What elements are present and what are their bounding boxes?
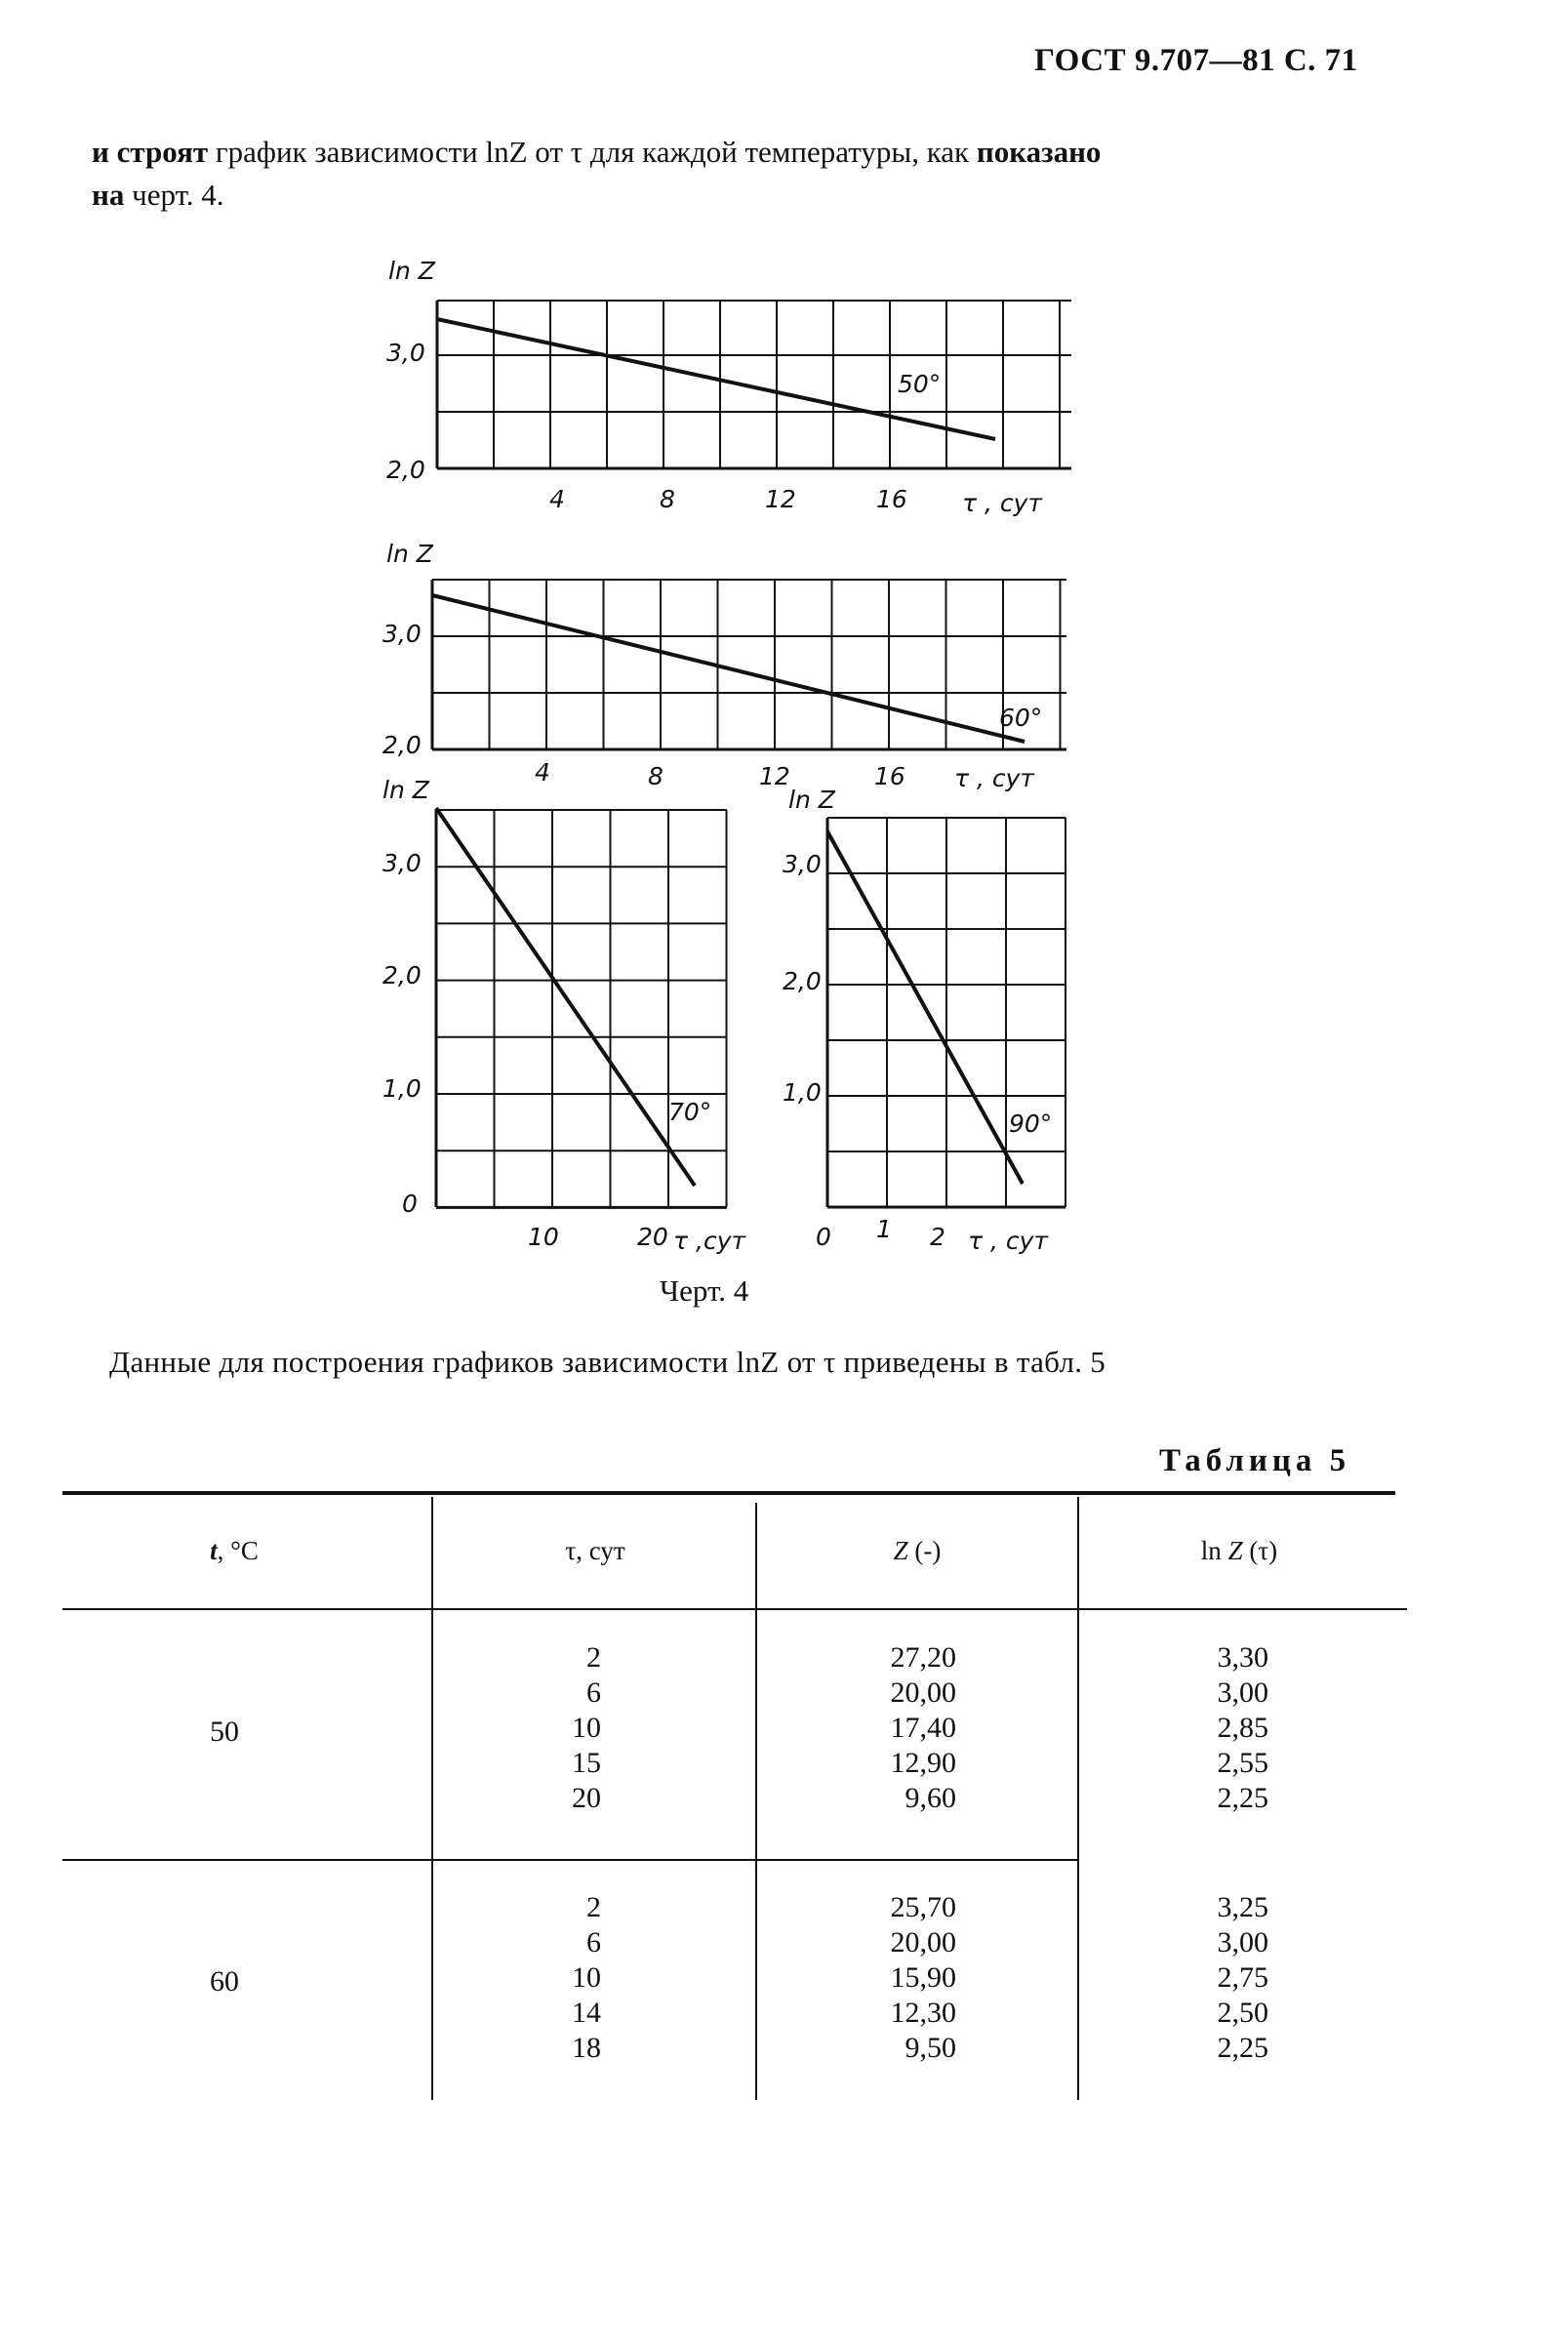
plot-70-temp: 70°	[668, 1098, 712, 1126]
plot-90-ytick-1: 2,0	[783, 967, 822, 995]
plot-70-ytick-2: 1,0	[382, 1074, 422, 1103]
cell-z: 20,00	[890, 1926, 956, 1958]
plot-60-ytick-1: 2,0	[382, 731, 422, 759]
cell-lnz: 2,25	[1217, 2032, 1268, 2064]
plot-90-ytick-2: 1,0	[783, 1078, 822, 1107]
plot-50-xtick-2: 12	[765, 485, 796, 513]
plot-50-xtick-3: 16	[876, 485, 907, 513]
cell-tau: 14	[572, 1997, 601, 2029]
table-lead-text: Данные для построения графиков зависимости lnZ от τ приведены в табл. 5	[109, 1345, 1106, 1379]
cell-z: 15,90	[890, 1961, 956, 1994]
cell-lnz: 3,30	[1217, 1641, 1268, 1674]
plot-50-ytick-1: 2,0	[386, 456, 425, 484]
group-50-z	[839, 1640, 956, 1816]
cell-tau: 18	[572, 2032, 601, 2064]
table-col-divider-1	[431, 1497, 433, 2100]
table-group-rule	[62, 1859, 1077, 1861]
plot-70-xtick-1: 20	[637, 1223, 668, 1251]
cell-lnz: 2,85	[1217, 1712, 1268, 1744]
plot-60-temp: 60°	[999, 704, 1043, 732]
plot-90-xtick-1: 1	[876, 1215, 892, 1243]
header-z: Z (-)	[893, 1536, 942, 1565]
group-60-temp: 60	[210, 1965, 239, 1998]
table-header-rule	[62, 1608, 1407, 1610]
plot-60-xlabel: τ , сут	[954, 764, 1034, 792]
table-title: Таблица 5	[1159, 1443, 1351, 1478]
cell-lnz: 2,55	[1217, 1747, 1268, 1779]
group-50-tau	[507, 1640, 601, 1816]
cell-z: 17,40	[890, 1712, 956, 1744]
intro-line2: черт. 4.	[124, 178, 224, 212]
cell-tau: 10	[572, 1961, 601, 1994]
plot-60-xtick-2: 12	[759, 762, 790, 790]
group-60-lnz	[1161, 1890, 1268, 2066]
intro-line2-bold: на	[92, 178, 125, 212]
plot-70-ytick-1: 2,0	[382, 961, 422, 989]
plot-90-ytick-0: 3,0	[783, 850, 822, 878]
cell-lnz: 3,00	[1217, 1676, 1268, 1709]
cell-tau: 15	[572, 1747, 601, 1779]
header-temperature: t, °C	[210, 1536, 259, 1565]
cell-lnz: 2,75	[1217, 1961, 1268, 1994]
plot-50-xtick-1: 8	[660, 485, 675, 513]
plot-60-xtick-0: 4	[535, 758, 550, 787]
group-50-lnz	[1161, 1640, 1268, 1816]
cell-tau: 10	[572, 1712, 601, 1744]
plot-50-xtick-0: 4	[549, 485, 565, 513]
cell-z: 12,90	[890, 1747, 956, 1779]
cell-tau: 2	[586, 1641, 601, 1674]
cell-z: 27,20	[890, 1641, 956, 1674]
cell-tau: 6	[586, 1926, 601, 1958]
plot-60-xtick-1: 8	[648, 762, 663, 790]
cell-z: 25,70	[890, 1891, 956, 1923]
plot-70-ytick-0: 3,0	[382, 849, 422, 877]
group-60-z	[839, 1890, 956, 2066]
group-50-temp: 50	[210, 1716, 239, 1748]
plot-60-xtick-3: 16	[874, 762, 905, 790]
cell-lnz: 3,00	[1217, 1926, 1268, 1958]
cell-z: 12,30	[890, 1997, 956, 2029]
group-60-tau	[507, 1890, 601, 2066]
plot-50-temp: 50°	[898, 370, 942, 398]
cell-z: 9,50	[905, 2032, 956, 2064]
plot-90-xtick-0: 0	[816, 1223, 831, 1251]
plot-70-ytick-3: 0	[402, 1190, 418, 1218]
cell-lnz: 3,25	[1217, 1891, 1268, 1923]
cell-tau: 2	[586, 1891, 601, 1923]
cell-tau: 6	[586, 1676, 601, 1709]
plot-60-ylabel: ln Z	[386, 540, 433, 568]
cell-z: 20,00	[890, 1676, 956, 1709]
plot-50-ylabel: ln Z	[388, 257, 435, 285]
plot-70-xlabel: τ ,сут	[673, 1227, 746, 1255]
cell-tau: 20	[572, 1782, 601, 1814]
plot-60-ytick-0: 3,0	[382, 620, 422, 648]
intro-bold-end: показано	[976, 135, 1102, 169]
plot-90-ylabel: ln Z	[788, 786, 835, 814]
header-lnz: ln Z (τ)	[1200, 1536, 1278, 1565]
intro-bold-start: и строят	[92, 135, 209, 169]
intro-text: график зависимости lnZ от τ для каждой температуры, как	[208, 135, 977, 169]
plot-90-xlabel: τ , сут	[968, 1227, 1048, 1255]
plot-90-temp: 90°	[1009, 1110, 1053, 1138]
table-col-divider-2	[755, 1503, 757, 2100]
cell-lnz: 2,50	[1217, 1997, 1268, 2029]
plot-70-xtick-0: 10	[528, 1223, 559, 1251]
page-header: ГОСТ 9.707—81 С. 71	[1034, 43, 1358, 78]
table-top-rule	[62, 1491, 1395, 1495]
plot-70-ylabel: ln Z	[382, 776, 429, 804]
cell-z: 9,60	[905, 1782, 956, 1814]
plot-90-xtick-2: 2	[930, 1223, 945, 1251]
table-col-divider-3	[1077, 1497, 1079, 2100]
header-tau: τ, сут	[565, 1536, 625, 1565]
figure-caption: Черт. 4	[660, 1273, 749, 1308]
plot-50-ytick-0: 3,0	[386, 339, 425, 367]
plot-50-xlabel: τ , сут	[962, 489, 1042, 517]
cell-lnz: 2,25	[1217, 1782, 1268, 1814]
